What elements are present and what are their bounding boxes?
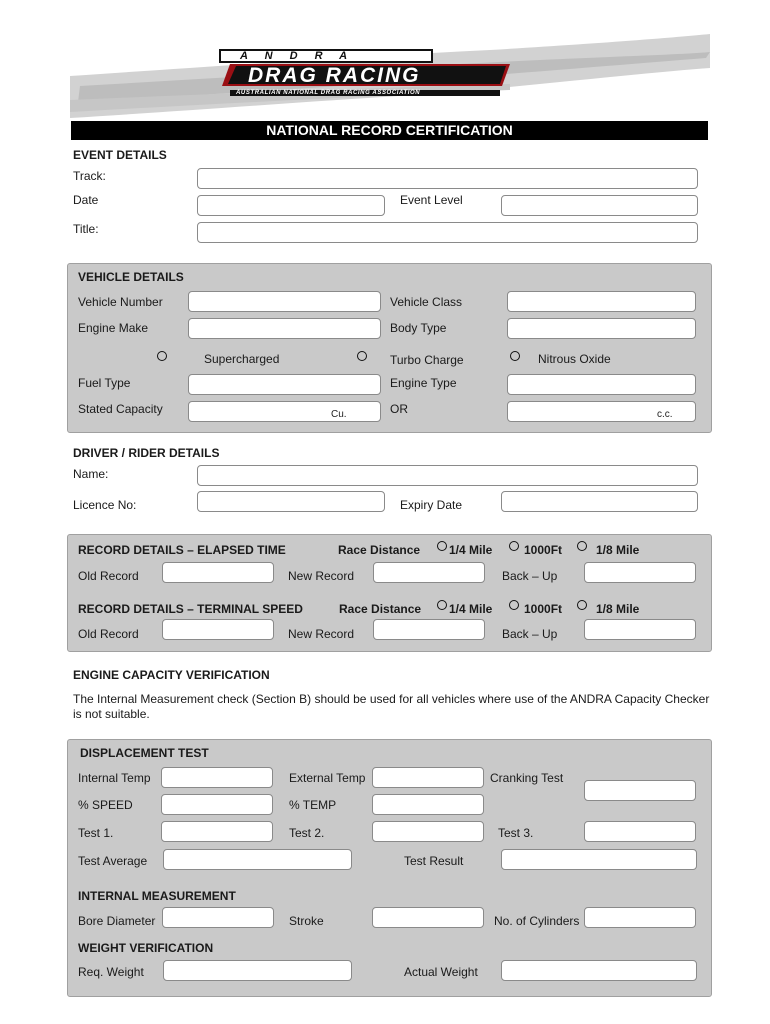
bore-diameter-field[interactable] xyxy=(162,907,274,928)
vehicle-number-label: Vehicle Number xyxy=(78,295,163,309)
test-average-label: Test Average xyxy=(78,854,148,868)
logo-drag-racing-text: DRAG RACING xyxy=(248,64,421,87)
external-temp-field[interactable] xyxy=(372,767,484,788)
nitrous-oxide-radio[interactable] xyxy=(510,351,520,361)
vehicle-details-heading: VEHICLE DETAILS xyxy=(78,270,184,284)
fuel-type-field[interactable] xyxy=(188,374,381,395)
req-weight-field[interactable] xyxy=(163,960,352,981)
weight-verification-heading: WEIGHT VERIFICATION xyxy=(78,941,214,955)
et-eighth-mile-label: 1/8 Mile xyxy=(596,543,640,557)
test-result-label: Test Result xyxy=(404,854,464,868)
stated-capacity-label: Stated Capacity xyxy=(78,402,163,416)
engine-type-label: Engine Type xyxy=(390,376,457,390)
ts-quarter-mile-radio[interactable] xyxy=(437,600,447,610)
internal-temp-label: Internal Temp xyxy=(78,771,151,785)
engine-capacity-heading: ENGINE CAPACITY VERIFICATION xyxy=(73,668,270,682)
et-1000ft-radio[interactable] xyxy=(509,541,519,551)
cc-unit-label: c.c. xyxy=(657,409,673,420)
ts-old-record-label: Old Record xyxy=(78,627,139,641)
licence-label: Licence No: xyxy=(73,498,137,512)
page-title: NATIONAL RECORD CERTIFICATION xyxy=(71,121,708,140)
stroke-field[interactable] xyxy=(372,907,484,928)
ts-backup-label: Back – Up xyxy=(502,627,558,641)
event-level-label: Event Level xyxy=(400,193,463,207)
licence-field[interactable] xyxy=(197,491,385,512)
title-field[interactable] xyxy=(197,222,698,243)
speed-field[interactable] xyxy=(161,794,273,815)
test3-field[interactable] xyxy=(584,821,696,842)
logo-andra-text: A N D R A xyxy=(240,50,355,62)
cylinders-field[interactable] xyxy=(584,907,696,928)
stated-capacity-cu-field[interactable] xyxy=(188,401,381,422)
ts-new-record-label: New Record xyxy=(288,627,355,641)
et-backup-field[interactable] xyxy=(584,562,696,583)
vehicle-number-field[interactable] xyxy=(188,291,381,312)
test-average-field[interactable] xyxy=(163,849,352,870)
external-temp-label: External Temp xyxy=(289,771,366,785)
test-result-field[interactable] xyxy=(501,849,697,870)
et-old-record-field[interactable] xyxy=(162,562,274,583)
test1-label: Test 1. xyxy=(78,826,114,840)
speed-label: % SPEED xyxy=(78,798,133,812)
vehicle-class-field[interactable] xyxy=(507,291,696,312)
cu-unit-label: Cu. xyxy=(331,409,347,420)
track-field[interactable] xyxy=(197,168,698,189)
expiry-date-label: Expiry Date xyxy=(400,498,463,512)
ts-record-heading: RECORD DETAILS – TERMINAL SPEED xyxy=(78,602,303,616)
event-level-field[interactable] xyxy=(501,195,698,216)
fuel-type-label: Fuel Type xyxy=(78,376,131,390)
et-1000ft-label: 1000Ft xyxy=(524,543,563,557)
driver-details-heading: DRIVER / RIDER DETAILS xyxy=(73,446,220,460)
ts-eighth-mile-radio[interactable] xyxy=(577,600,587,610)
vehicle-class-label: Vehicle Class xyxy=(390,295,463,309)
et-backup-label: Back – Up xyxy=(502,569,558,583)
engine-make-field[interactable] xyxy=(188,318,381,339)
engine-make-label: Engine Make xyxy=(78,321,149,335)
displacement-test-heading: DISPLACEMENT TEST xyxy=(80,746,209,760)
date-label: Date xyxy=(73,193,99,207)
logo-tagline: AUSTRALIAN NATIONAL DRAG RACING ASSOCIATION xyxy=(236,90,421,96)
expiry-date-field[interactable] xyxy=(501,491,698,512)
or-label: OR xyxy=(390,402,408,416)
ts-eighth-mile-label: 1/8 Mile xyxy=(596,602,640,616)
test2-label: Test 2. xyxy=(289,826,325,840)
et-quarter-mile-label: 1/4 Mile xyxy=(449,543,493,557)
cranking-test-field[interactable] xyxy=(584,780,696,801)
nitrous-oxide-label: Nitrous Oxide xyxy=(538,352,611,366)
et-eighth-mile-radio[interactable] xyxy=(577,541,587,551)
ts-1000ft-label: 1000Ft xyxy=(524,602,563,616)
et-quarter-mile-radio[interactable] xyxy=(437,541,447,551)
engine-type-field[interactable] xyxy=(507,374,696,395)
ts-quarter-mile-label: 1/4 Mile xyxy=(449,602,493,616)
test1-field[interactable] xyxy=(161,821,273,842)
temp-label: % TEMP xyxy=(289,798,337,812)
ts-1000ft-radio[interactable] xyxy=(509,600,519,610)
andra-logo xyxy=(70,28,710,120)
event-details-heading: EVENT DETAILS xyxy=(73,148,167,162)
body-type-label: Body Type xyxy=(390,321,447,335)
supercharged-radio[interactable] xyxy=(157,351,167,361)
date-field[interactable] xyxy=(197,195,385,216)
req-weight-label: Req. Weight xyxy=(78,965,144,979)
stroke-label: Stroke xyxy=(289,914,324,928)
title-label: Title: xyxy=(73,222,99,236)
cylinders-label: No. of Cylinders xyxy=(494,914,580,928)
ts-new-record-field[interactable] xyxy=(373,619,485,640)
temp-field[interactable] xyxy=(372,794,484,815)
cranking-test-label: Cranking Test xyxy=(490,771,564,785)
ts-old-record-field[interactable] xyxy=(162,619,274,640)
ts-race-distance-label: Race Distance xyxy=(339,602,422,616)
name-label: Name: xyxy=(73,467,109,481)
test3-label: Test 3. xyxy=(498,826,534,840)
actual-weight-field[interactable] xyxy=(501,960,697,981)
turbo-charge-label: Turbo Charge xyxy=(390,353,464,367)
test2-field[interactable] xyxy=(372,821,484,842)
body-type-field[interactable] xyxy=(507,318,696,339)
et-race-distance-label: Race Distance xyxy=(338,543,421,557)
supercharged-label: Supercharged xyxy=(204,352,280,366)
track-label: Track: xyxy=(73,169,106,183)
et-record-heading: RECORD DETAILS – ELAPSED TIME xyxy=(78,543,286,557)
name-field[interactable] xyxy=(197,465,698,486)
et-new-record-field[interactable] xyxy=(373,562,485,583)
ts-backup-field[interactable] xyxy=(584,619,696,640)
engine-capacity-text: The Internal Measurement check (Section B) should be used for all vehicles where use of the ANDRA Capacity Checker is not suitable. xyxy=(73,692,710,721)
turbo-charge-radio[interactable] xyxy=(357,351,367,361)
bore-diameter-label: Bore Diameter xyxy=(78,914,156,928)
internal-temp-field[interactable] xyxy=(161,767,273,788)
et-new-record-label: New Record xyxy=(288,569,355,583)
et-old-record-label: Old Record xyxy=(78,569,139,583)
actual-weight-label: Actual Weight xyxy=(404,965,478,979)
internal-measurement-heading: INTERNAL MEASUREMENT xyxy=(78,889,236,903)
